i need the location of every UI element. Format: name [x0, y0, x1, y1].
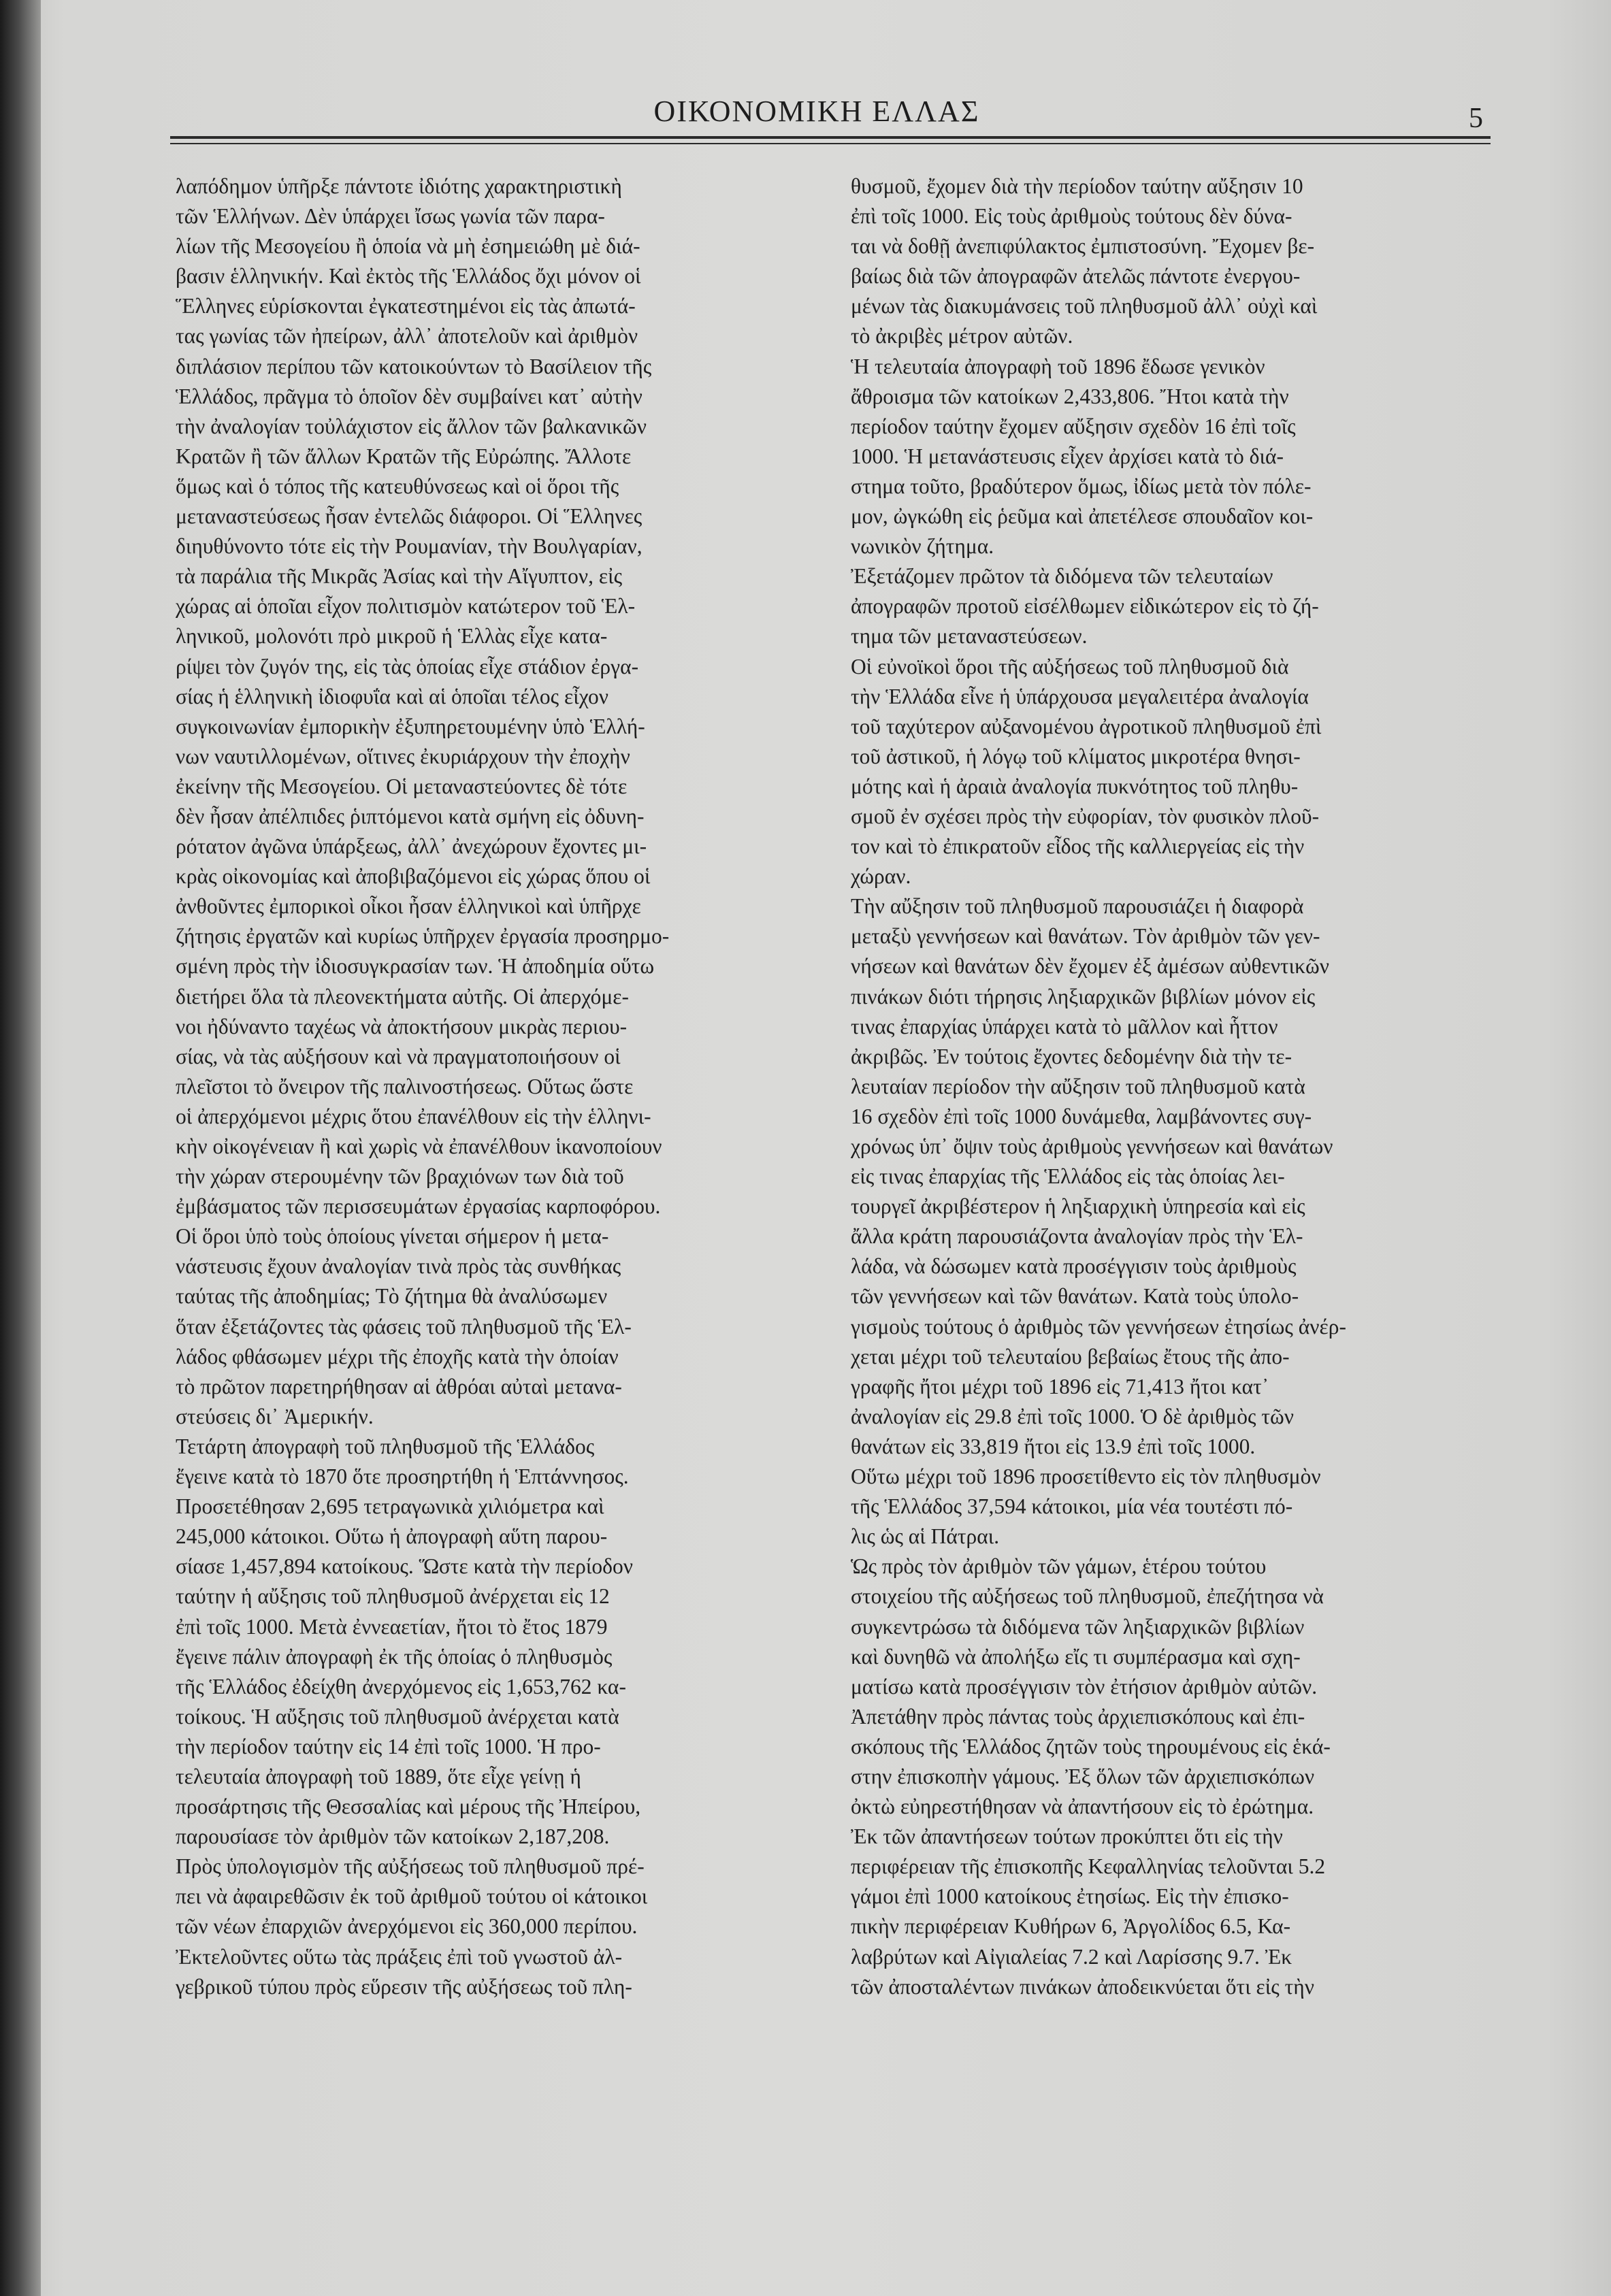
text-line: ἀνθοῦντες ἐμπορικοὶ οἶκοι ἦσαν ἑλληνικοὶ καὶ ὑπῆρχε [176, 894, 641, 919]
text-line: τῆς Ἑλλάδος 37,594 κάτοικοι, μία νέα τουτέστι πό- [851, 1494, 1293, 1519]
text-line: προσάρτησις τῆς Θεσσαλίας καὶ μέρους τῆς Ἠπείρου, [176, 1794, 641, 1819]
text-line: ἐπὶ τοῖς 1000. Μετὰ ἐννεαετίαν, ἤτοι τὸ ἔτος 1879 [176, 1614, 608, 1639]
text-line: Οὕτω μέχρι τοῦ 1896 προσετίθεντο εἰς τὸν πληθυσμὸν [851, 1464, 1321, 1489]
text-line: τῶν ἀποσταλέντων πινάκων ἀποδεικνύεται ὅτι εἰς τὴν [851, 1974, 1314, 1999]
text-line: Ἐκτελοῦντες οὕτω τὰς πράξεις ἐπὶ τοῦ γνωστοῦ ἀλ- [176, 1944, 623, 1969]
text-line: μεταναστεύσεως ἦσαν ἐντελῶς διάφοροι. Οἱ Ἕλληνες [176, 504, 642, 529]
text-line: κρὰς οἰκονομίας καὶ ἀποβιβαζόμενοι εἰς χώρας ὅπου οἱ [176, 864, 651, 889]
text-line: ταύτην ἡ αὔξησις τοῦ πληθυσμοῦ ἀνέρχεται εἰς 12 [176, 1584, 610, 1609]
text-line: δὲν ἦσαν ἀπέλπιδες ῥιπτόμενοι κατὰ σμήνη εἰς ὀδυνη- [176, 804, 645, 828]
left-text-column [176, 171, 788, 2002]
text-line: Ἐξετάζομεν πρῶτον τὰ διδόμενα τῶν τελευταίων [851, 564, 1273, 589]
header-rule-thin [170, 143, 1491, 144]
page-number: 5 [1469, 103, 1483, 134]
text-line: διετήρει ὅλα τὰ πλεονεκτήματα αὐτῆς. Οἱ ἀπερχόμε- [176, 984, 630, 1008]
text-line: μότης καὶ ἡ ἀραιὰ ἀναλογία πυκνότητος τοῦ πληθυ- [851, 774, 1299, 798]
text-line: μεταξὺ γεννήσεων καὶ θανάτων. Τὸν ἀριθμὸν τῶν γεν- [851, 924, 1320, 949]
text-line: τας γωνίας τῶν ἠπείρων, ἀλλ᾽ ἀποτελοῦν καὶ ἀριθμὸν [176, 324, 638, 348]
text-line: τινας ἐπαρχίας ὑπάρχει κατὰ τὸ μᾶλλον καὶ ἧττον [851, 1014, 1278, 1038]
text-line: θανάτων εἰς 33,819 ἤτοι εἰς 13.9 ἐπὶ τοῖς 1000. [851, 1434, 1256, 1458]
text-line: Ὡς πρὸς τὸν ἀριθμὸν τῶν γάμων, ἑτέρου τούτου [851, 1554, 1267, 1579]
text-line: λαπόδημον ὑπῆρξε πάντοτε ἰδιότης χαρακτηριστικὴ [176, 174, 622, 198]
text-line: 1000. Ἡ μετανάστευσις εἶχεν ἀρχίσει κατὰ τὸ διά- [851, 444, 1284, 468]
text-line: Ἀπετάθην πρὸς πάντας τοὺς ἀρχιεπισκόπους καὶ ἐπι- [851, 1704, 1305, 1728]
text-line: ἐπὶ τοῖς 1000. Εἰς τοὺς ἀριθμοὺς τούτους δὲν δύνα- [851, 204, 1292, 229]
text-line: Ἕλληνες εὑρίσκονται ἐγκατεστημένοι εἰς τὰς ἀπωτά- [176, 294, 636, 318]
text-line: βαίως διὰ τῶν ἀπογραφῶν ἀτελῶς πάντοτε ἐνεργου- [851, 264, 1301, 289]
text-line: τὸ πρῶτον παρετηρήθησαν αἱ ἀθρόαι αὐταὶ μετανα- [176, 1374, 622, 1398]
text-line: διπλάσιον περίπου τῶν κατοικούντων τὸ Βασίλειον τῆς [176, 354, 652, 378]
text-line: λις ὡς αἱ Πάτραι. [851, 1524, 1000, 1549]
text-line: τὸ ἀκριβὲς μέτρον αὐτῶν. [851, 324, 1073, 348]
text-line: τελευταία ἀπογραφὴ τοῦ 1889, ὅτε εἶχε γείνῃ ἡ [176, 1764, 581, 1788]
text-line: νήσεων καὶ θανάτων δὲν ἔχομεν ἐξ ἀμέσων αὐθεντικῶν [851, 954, 1329, 979]
text-line: συγκεντρώσω τὰ διδόμενα τῶν ληξιαρχικῶν βιβλίων [851, 1614, 1305, 1639]
text-line: ἐκείνην τῆς Μεσογείου. Οἱ μεταναστεύοντες δὲ τότε [176, 774, 628, 798]
text-line: Ἡ τελευταία ἀπογραφὴ τοῦ 1896 ἔδωσε γενικὸν [851, 354, 1265, 378]
text-line: γεβρικοῦ τύπου πρὸς εὕρεσιν τῆς αὐξήσεως τοῦ πλη- [176, 1974, 632, 1999]
text-line: στεύσεις δι᾽ Ἀμερικήν. [176, 1404, 374, 1428]
text-line: οἱ ἀπερχόμενοι μέχρις ὅτου ἐπανέλθουν εἰς τὴν ἑλληνι- [176, 1104, 651, 1128]
text-line: ἄλλα κράτη παρουσιάζοντα ἀναλογίαν πρὸς τὴν Ἑλ- [851, 1224, 1303, 1249]
text-line: λάδα, νὰ δώσωμεν κατὰ προσέγγισιν τοὺς ἀριθμοὺς [851, 1254, 1297, 1279]
text-line: χώρας αἱ ὁποῖαι εἶχον πολιτισμὸν κατώτερον τοῦ Ἑλ- [176, 594, 636, 619]
text-line: εἰς τινας ἐπαρχίας τῆς Ἑλλάδος εἰς τὰς ὁποίας λει- [851, 1164, 1285, 1189]
text-line: σμοῦ ἐν σχέσει πρὸς τὴν εὐφορίαν, τὸν φυσικὸν πλοῦ- [851, 804, 1320, 828]
text-line: θυσμοῦ, ἔχομεν διὰ τὴν περίοδον ταύτην αὔξησιν 10 [851, 174, 1303, 198]
text-line: συγκοινωνίαν ἐμπορικὴν ἐξυπηρετουμένην ὑπὸ Ἑλλή- [176, 714, 645, 738]
text-line: κὴν οἰκογένειαν ἢ καὶ χωρὶς νὰ ἐπανέλθουν ἱκανοποίουν [176, 1134, 662, 1158]
text-line: λαβρύτων καὶ Αἰγιαλείας 7.2 καὶ Λαρίσσης 9.7. Ἐκ [851, 1944, 1292, 1969]
text-line: μον, ὠγκώθη εἰς ῥεῦμα καὶ ἀπετέλεσε σπουδαῖον κοι- [851, 504, 1314, 529]
text-line: τῆς Ἑλλάδος ἐδείχθη ἀνερχόμενος εἰς 1,653,762 κα- [176, 1674, 626, 1699]
text-line: στοιχείου τῆς αὐξήσεως τοῦ πληθυσμοῦ, ἐπεζήτησα νὰ [851, 1584, 1324, 1609]
text-line: σίας, νὰ τὰς αὐξήσουν καὶ νὰ πραγματοποιήσουν οἱ [176, 1044, 621, 1068]
text-line: ὀκτὼ εὐηρεστήθησαν νὰ ἀπαντήσουν εἰς τὸ ἐρώτημα. [851, 1794, 1314, 1819]
text-line: τουργεῖ ἀκριβέστερον ἡ ληξιαρχικὴ ὑπηρεσία καὶ εἰς [851, 1194, 1305, 1219]
text-line: πλεῖστοι τὸ ὄνειρον τῆς παλινοστήσεως. Οὕτως ὥστε [176, 1074, 634, 1098]
text-line: Προσετέθησαν 2,695 τετραγωνικὰ χιλιόμετρα καὶ [176, 1494, 604, 1519]
text-line: στην ἐπισκοπὴν γάμους. Ἐξ ὅλων τῶν ἀρχιεπισκόπων [851, 1764, 1315, 1788]
text-line: Τετάρτη ἀπογραφὴ τοῦ πληθυσμοῦ τῆς Ἑλλάδος [176, 1434, 595, 1458]
text-line: χρόνως ὑπ᾽ ὄψιν τοὺς ἀριθμοὺς γεννήσεων καὶ θανάτων [851, 1134, 1333, 1158]
text-line: τὴν χώραν στερουμένην τῶν βραχιόνων των διὰ τοῦ [176, 1164, 624, 1189]
text-line: γάμοι ἐπὶ 1000 κατοίκους ἐτησίως. Εἰς τὴν ἐπισκο- [851, 1884, 1289, 1909]
text-line: τον καὶ τὸ ἐπικρατοῦν εἶδος τῆς καλλιεργείας εἰς τὴν [851, 834, 1305, 859]
text-line: Πρὸς ὑπολογισμὸν τῆς αὐξήσεως τοῦ πληθυσμοῦ πρέ- [176, 1854, 645, 1879]
text-line: ματίσω κατὰ προσέγγισιν τὸν ἐτήσιον ἀριθμὸν αὐτῶν. [851, 1674, 1318, 1699]
text-line: στημα τοῦτο, βραδύτερον ὅμως, ἰδίως μετὰ τὸν πόλε- [851, 474, 1312, 498]
text-line: τῶν Ἑλλήνων. Δὲν ὑπάρχει ἴσως γωνία τῶν παρα- [176, 204, 605, 229]
text-line: τοῦ ἀστικοῦ, ἡ λόγῳ τοῦ κλίματος μικροτέρα θνησι- [851, 744, 1301, 768]
text-line: τὰ παράλια τῆς Μικρᾶς Ἀσίας καὶ τὴν Αἴγυπτον, εἰς [176, 564, 623, 589]
text-line: νων ναυτιλλομένων, οἵτινες ἐκυριάρχουν τὴν ἐποχὴν [176, 744, 630, 768]
text-line: χώραν. [851, 864, 911, 889]
text-line: βασιν ἑλληνικήν. Καὶ ἐκτὸς τῆς Ἑλλάδος ὄχι μόνον οἱ [176, 264, 641, 289]
text-line: πινάκων διότι τήρησις ληξιαρχικῶν βιβλίων μόνον εἰς [851, 984, 1316, 1008]
text-line: λευταίαν περίοδον τὴν αὔξησιν τοῦ πληθυσμοῦ κατὰ [851, 1074, 1305, 1098]
text-line: σίασε 1,457,894 κατοίκους. Ὥστε κατὰ τὴν περίοδον [176, 1554, 633, 1579]
text-line: Κρατῶν ἢ τῶν ἄλλων Κρατῶν τῆς Εὐρώπης. Ἄλλοτε [176, 444, 632, 468]
text-line: γισμοὺς τούτους ὁ ἀριθμὸς τῶν γεννήσεων ἐτησίως ἀνέρ- [851, 1314, 1346, 1339]
text-line: ταύτας τῆς ἀποδημίας; Τὸ ζήτημα θὰ ἀναλύσωμεν [176, 1284, 608, 1309]
text-line: γραφῆς ἤτοι μέχρι τοῦ 1896 εἰς 71,413 ἤτοι κατ᾽ [851, 1374, 1269, 1398]
text-line: ἀκριβῶς. Ἐν τούτοις ἔχοντες δεδομένην διὰ τὴν τε- [851, 1044, 1292, 1068]
text-line: τημα τῶν μεταναστεύσεων. [851, 624, 1088, 649]
text-line: καὶ δυνηθῶ νὰ ἀπολήξω εἴς τι συμπέρασμα καὶ σχη- [851, 1644, 1301, 1669]
text-line: νάστευσις ἔχουν ἀναλογίαν τινὰ πρὸς τὰς συνθήκας [176, 1254, 621, 1279]
text-line: ρίψει τὸν ζυγόν της, εἰς τὰς ὁποίας εἶχε στάδιον ἐργα- [176, 654, 639, 678]
text-line: πικὴν περιφέρειαν Κυθήρων 6, Ἀργολίδος 6.5, Κα- [851, 1914, 1291, 1939]
text-line: τῶν νέων ἐπαρχιῶν ἀνερχόμενοι εἰς 360,000 περίπου. [176, 1914, 638, 1939]
text-line: ἔγεινε κατὰ τὸ 1870 ὅτε προσηρτήθη ἡ Ἑπτάννησος. [176, 1464, 629, 1489]
text-line: πει νὰ ἀφαιρεθῶσιν ἐκ τοῦ ἀριθμοῦ τούτου οἱ κάτοικοι [176, 1884, 648, 1909]
text-line: νωνικὸν ζήτημα. [851, 534, 994, 559]
text-line: τοῦ ταχύτερον αὐξανομένου ἀγροτικοῦ πληθυσμοῦ ἐπὶ [851, 714, 1322, 738]
text-line: Τὴν αὔξησιν τοῦ πληθυσμοῦ παρουσιάζει ἡ διαφορὰ [851, 894, 1304, 919]
book-spine-shadow [0, 0, 41, 2296]
text-line: σκόπους τῆς Ἑλλάδος ζητῶν τοὺς τηρουμένους εἰς ἑκά- [851, 1734, 1331, 1758]
text-line: ὅμως καὶ ὁ τόπος τῆς κατευθύνσεως καὶ οἱ ὅροι τῆς [176, 474, 619, 498]
text-line: ρότατον ἀγῶνα ὑπάρξεως, ἀλλ᾽ ἀνεχώρουν ἔχοντες μι- [176, 834, 647, 859]
running-header-title: ΟΙΚΟΝΟΜΙΚΗ ΕΛΛΑΣ [653, 95, 980, 128]
text-line: ἐμβάσματος τῶν περισσευμάτων ἐργασίας καρποφόρου. [176, 1194, 661, 1219]
text-line: Οἱ εὐνοϊκοὶ ὅροι τῆς αὐξήσεως τοῦ πληθυσμοῦ διὰ [851, 654, 1289, 678]
right-text-column [851, 171, 1463, 2002]
text-line: ζήτησις ἐργατῶν καὶ κυρίως ὑπῆρχεν ἐργασία προσηρμο- [176, 924, 670, 949]
text-line: σμένη πρὸς τὴν ἰδιοσυγκρασίαν των. Ἡ ἀποδημία οὕτω [176, 954, 655, 979]
text-line: ἀναλογίαν εἰς 29.8 ἐπὶ τοῖς 1000. Ὁ δὲ ἀριθμὸς τῶν [851, 1404, 1294, 1428]
text-line: Οἱ ὅροι ὑπὸ τοὺς ὁποίους γίνεται σήμερον ἡ μετα- [176, 1224, 609, 1249]
text-line: 16 σχεδὸν ἐπὶ τοῖς 1000 δυνάμεθα, λαμβάνοντες συγ- [851, 1104, 1312, 1128]
text-line: νοι ἠδύναντο ταχέως νὰ ἀποκτήσουν μικρὰς περιου- [176, 1014, 628, 1038]
text-line: περιφέρειαν τῆς ἐπισκοπῆς Κεφαλληνίας τελοῦνται 5.2 [851, 1854, 1326, 1879]
text-line: ληνικοῦ, μολονότι πρὸ μικροῦ ἡ Ἑλλὰς εἶχε κατα- [176, 624, 608, 649]
text-line: ἔγεινε πάλιν ἀπογραφὴ ἐκ τῆς ὁποίας ὁ πληθυσμὸς [176, 1644, 613, 1669]
text-line: τῶν γεννήσεων καὶ τῶν θανάτων. Κατὰ τοὺς ὑπολο- [851, 1284, 1299, 1309]
text-line: μένων τὰς διακυμάνσεις τοῦ πληθυσμοῦ ἀλλ᾽ οὐχὶ καὶ [851, 294, 1318, 318]
header-rule [170, 136, 1491, 139]
text-line: Ἐκ τῶν ἀπαντήσεων τούτων προκύπτει ὅτι εἰς τὴν [851, 1824, 1283, 1849]
text-line: τὴν ἀναλογίαν τοὐλάχιστον εἰς ἄλλον τῶν βαλκανικῶν [176, 414, 647, 438]
text-line: παρουσίασε τὸν ἀριθμὸν τῶν κατοίκων 2,187,208. [176, 1824, 610, 1849]
text-line: τὴν Ἑλλάδα εἶνε ἡ ὑπάρχουσα μεγαλειτέρα ἀναλογία [851, 684, 1309, 708]
text-line: ἀπογραφῶν προτοῦ εἰσέλθωμεν εἰδικώτερον εἰς τὸ ζή- [851, 594, 1319, 619]
text-line: ται νὰ δοθῇ ἀνεπιφύλακτος ἐμπιστοσύνη. Ἔχομεν βε- [851, 234, 1315, 259]
text-line: λάδος φθάσωμεν μέχρι τῆς ἐποχῆς κατὰ τὴν ὁποίαν [176, 1344, 619, 1368]
text-line: 245,000 κάτοικοι. Οὕτω ἡ ἀπογραφὴ αὕτη παρου- [176, 1524, 608, 1549]
text-line: ὅταν ἐξετάζοντες τὰς φάσεις τοῦ πληθυσμοῦ τῆς Ἑλ- [176, 1314, 632, 1339]
text-line: τὴν περίοδον ταύτην εἰς 14 ἐπὶ τοῖς 1000. Ἡ προ- [176, 1734, 601, 1758]
text-line: χεται μέχρι τοῦ τελευταίου βεβαίως ἔτους τῆς ἀπο- [851, 1344, 1290, 1368]
text-line: Ἑλλάδος, πρᾶγμα τὸ ὁποῖον δὲν συμβαίνει κατ᾽ αὐτὴν [176, 384, 642, 408]
text-line: περίοδον ταύτην ἔχομεν αὔξησιν σχεδὸν 16 ἐπὶ τοῖς [851, 414, 1296, 438]
text-line: διηυθύνοντο τότε εἰς τὴν Ρουμανίαν, τὴν Βουλγαρίαν, [176, 534, 642, 559]
text-line: σίας ἡ ἑλληνικὴ ἰδιοφυΐα καὶ αἱ ὁποῖαι τέλος εἶχον [176, 684, 609, 708]
text-line: ἄθροισμα τῶν κατοίκων 2,433,806. Ἤτοι κατὰ τὴν [851, 384, 1289, 408]
text-line: τοίκους. Ἡ αὔξησις τοῦ πληθυσμοῦ ἀνέρχεται κατὰ [176, 1704, 619, 1728]
text-line: λίων τῆς Μεσογείου ἢ ὁποία νὰ μὴ ἐσημειώθη μὲ διά- [176, 234, 640, 259]
